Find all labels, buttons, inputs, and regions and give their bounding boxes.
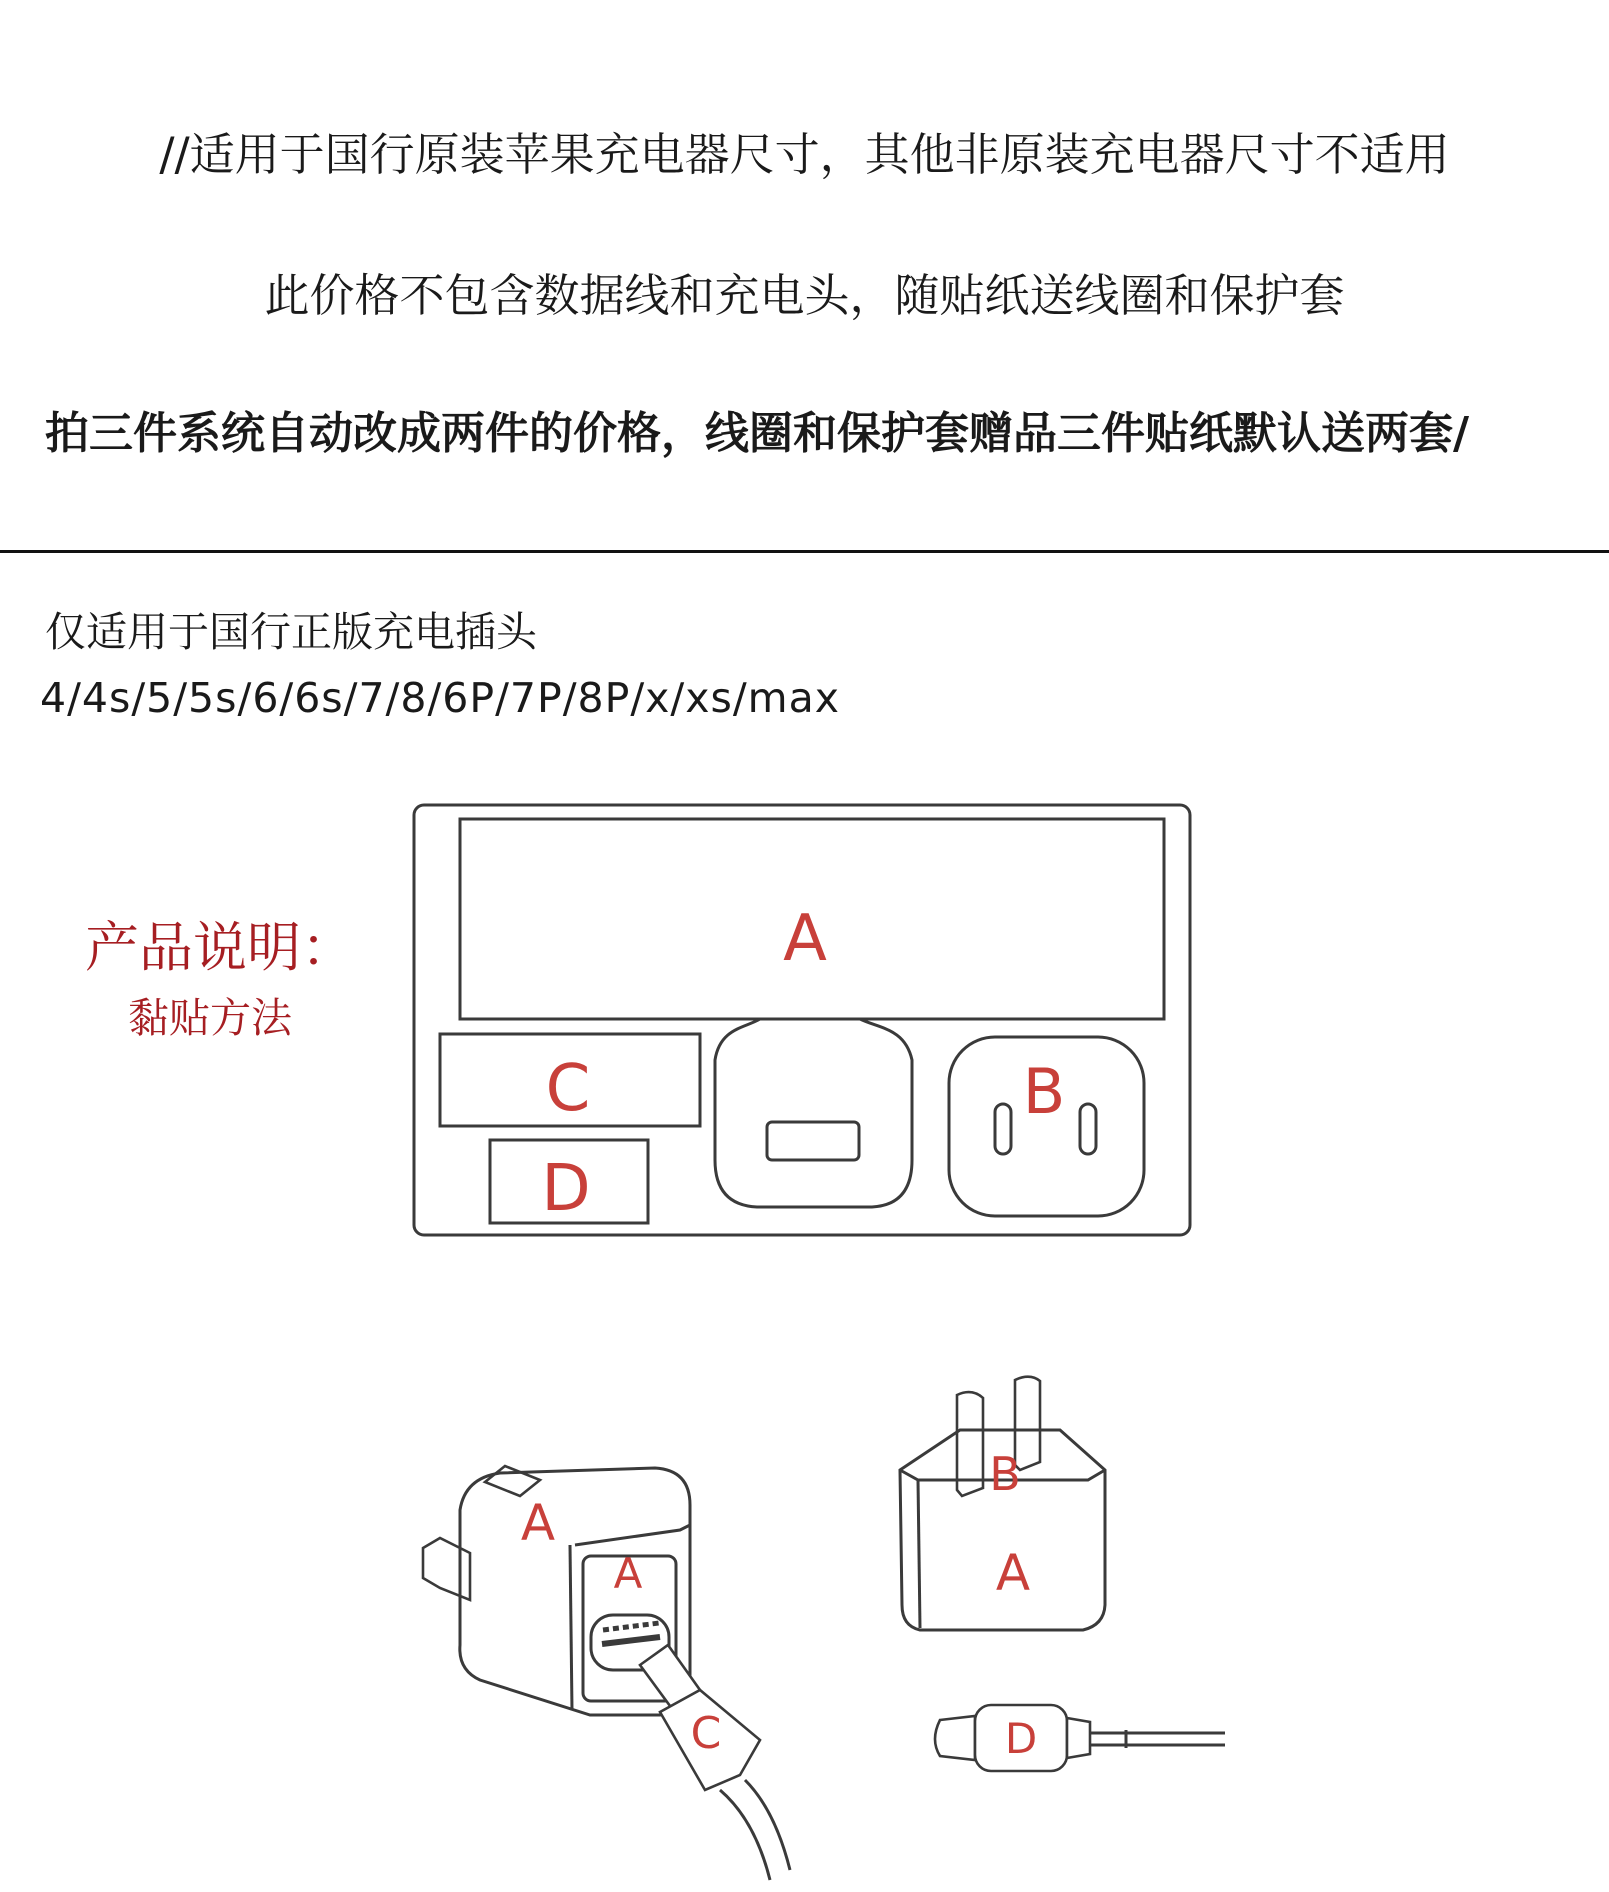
right-body-label: A xyxy=(995,1544,1031,1602)
left-body-label: A xyxy=(520,1494,556,1552)
product-subtitle: 黏贴方法 xyxy=(128,994,292,1042)
right-top-label: B xyxy=(989,1447,1021,1501)
sticker-sheet xyxy=(414,805,1190,1235)
compat-models: 4/4s/5/5s/6/6s/7/8/6P/7P/8P/x/xs/max xyxy=(40,674,840,722)
sticker-a-label: A xyxy=(783,902,827,976)
usb-port-icon xyxy=(767,1122,859,1160)
sticker-b-label: B xyxy=(1022,1055,1066,1128)
plug-pin-left-icon xyxy=(995,1104,1011,1154)
sticker-d-label: D xyxy=(541,1152,591,1226)
sticker-c-label: C xyxy=(545,1052,591,1126)
left-face-label: A xyxy=(613,1549,643,1598)
note-line-3: 拍三件系统自动改成两件的价格，线圈和保护套赠品三件贴纸默认送两套/ xyxy=(45,408,1470,459)
compat-title: 仅适用于国行正版充电插头 xyxy=(45,608,537,656)
left-cable-label: C xyxy=(690,1708,722,1759)
product-title: 产品说明： xyxy=(85,916,355,979)
right-cable-label: D xyxy=(1004,1714,1038,1763)
note-line-2: 此价格不包含数据线和充电头，随贴纸送线圈和保护套 xyxy=(264,269,1345,322)
left-charger-illustration xyxy=(423,1466,790,1880)
note-line-1: //适用于国行原装苹果充电器尺寸，其他非原装充电器尺寸不适用 xyxy=(159,128,1450,181)
right-charger-illustration xyxy=(900,1377,1225,1771)
plug-pin-right-icon xyxy=(1080,1104,1096,1154)
usb-face-cutout xyxy=(715,1019,912,1207)
